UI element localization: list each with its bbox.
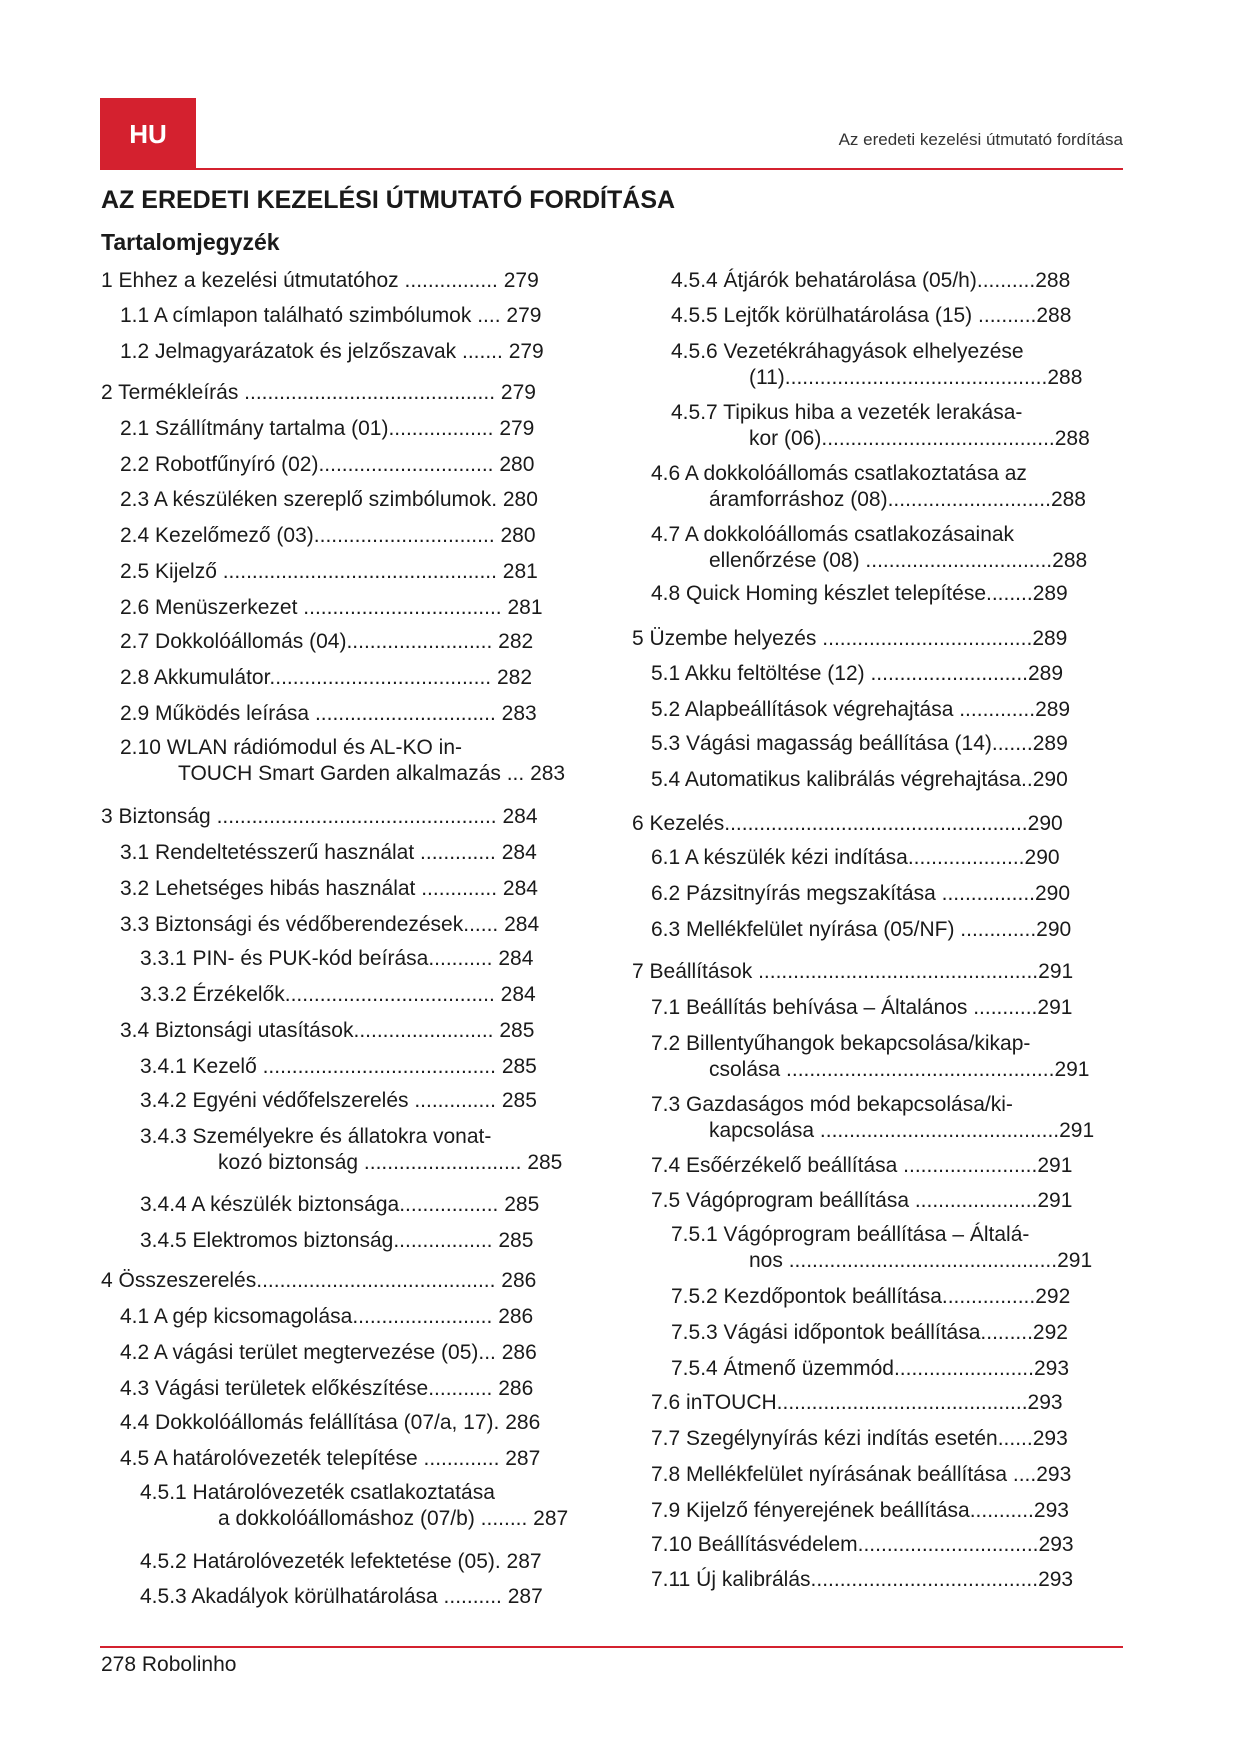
toc-entry[interactable]: 7.5.2 Kezdőpontok beállítása................292 xyxy=(671,1285,1071,1308)
toc-entry[interactable]: 4.5.3 Akadályok körülhatárolása .......... 287 xyxy=(140,1585,543,1608)
toc-entry[interactable]: 5.3 Vágási magasság beállítása (14).......289 xyxy=(651,732,1068,755)
toc-entry[interactable]: 4.5.1 Határolóvezeték csatlakoztatása a dokkolóállomáshoz (07/b) ........ 287 xyxy=(140,1481,569,1530)
toc-entry[interactable]: 7.7 Szegélynyírás kézi indítás esetén......293 xyxy=(651,1427,1068,1450)
toc-entry[interactable]: 3.4.4 A készülék biztonsága................. 285 xyxy=(140,1193,540,1216)
toc-entry[interactable]: 7.2 Billentyűhangok bekapcsolása/kikap- csolása ..............................................291 xyxy=(651,1032,1090,1081)
toc-entry[interactable]: 2.2 Robotfűnyíró (02).............................. 280 xyxy=(120,453,535,476)
toc-entry[interactable]: 5.1 Akku feltöltése (12) ...........................289 xyxy=(651,662,1064,685)
toc-entry[interactable]: 3.3.2 Érzékelők.................................... 284 xyxy=(140,983,536,1006)
toc-entry[interactable]: 4.5.4 Átjárók behatárolása (05/h)..........288 xyxy=(671,269,1071,292)
toc-entry[interactable]: 2.4 Kezelőmező (03)............................... 280 xyxy=(120,524,536,547)
toc-entry[interactable]: 3 Biztonság ................................................ 284 xyxy=(101,805,538,828)
toc-entry[interactable]: 7.5.4 Átmenő üzemmód........................293 xyxy=(671,1357,1070,1380)
page-footer: 278 Robolinho xyxy=(101,1653,237,1676)
toc-entry[interactable]: 7 Beállítások ................................................291 xyxy=(632,960,1074,983)
toc-entry[interactable]: 2.10 WLAN rádiómodul és AL-KO in- TOUCH Smart Garden alkalmazás ... 283 xyxy=(120,736,566,785)
toc-entry[interactable]: 2.7 Dokkolóállomás (04)......................... 282 xyxy=(120,630,534,653)
toc-entry[interactable]: 3.4.2 Egyéni védőfelszerelés .............. 285 xyxy=(140,1089,537,1112)
toc-entry[interactable]: 4.3 Vágási területek előkészítése........... 286 xyxy=(120,1377,534,1400)
toc-entry[interactable]: 7.3 Gazdaságos mód bekapcsolása/ki- kapcsolása .........................................291 xyxy=(651,1093,1095,1142)
toc-entry[interactable]: 4.8 Quick Homing készlet telepítése........289 xyxy=(651,582,1068,605)
toc-entry[interactable]: 3.3.1 PIN- és PUK-kód beírása........... 284 xyxy=(140,947,534,970)
toc-entry[interactable]: 4.7 A dokkolóállomás csatlakozásainak ellenőrzése (08) ................................288 xyxy=(651,523,1088,572)
toc-entry[interactable]: 6 Kezelés....................................................290 xyxy=(632,812,1063,835)
toc-entry[interactable]: 1 Ehhez a kezelési útmutatóhoz ................ 279 xyxy=(101,269,539,292)
toc-entry[interactable]: 2.1 Szállítmány tartalma (01).................. 279 xyxy=(120,417,535,440)
toc-entry[interactable]: 5.4 Automatikus kalibrálás végrehajtása..290 xyxy=(651,768,1068,791)
toc-entry[interactable]: 7.11 Új kalibrálás.......................................293 xyxy=(651,1568,1074,1591)
toc-entry[interactable]: 1.2 Jelmagyarázatok és jelzőszavak ....... 279 xyxy=(120,340,544,363)
toc-entry[interactable]: 3.4.1 Kezelő ........................................ 285 xyxy=(140,1055,537,1078)
toc-entry[interactable]: 2 Termékleírás ........................................... 279 xyxy=(101,381,536,404)
toc-entry[interactable]: 3.4.5 Elektromos biztonság................. 285 xyxy=(140,1229,534,1252)
footer-divider xyxy=(100,1646,1123,1648)
header-divider xyxy=(100,168,1123,170)
toc-entry[interactable]: 3.2 Lehetséges hibás használat ............. 284 xyxy=(120,877,538,900)
toc-entry[interactable]: 7.5.3 Vágási időpontok beállítása.........292 xyxy=(671,1321,1068,1344)
toc-entry[interactable]: 6.2 Pázsitnyírás megszakítása ................290 xyxy=(651,882,1071,905)
toc-entry[interactable]: 2.6 Menüszerkezet .................................. 281 xyxy=(120,596,543,619)
toc-entry[interactable]: 7.6 inTOUCH...........................................293 xyxy=(651,1391,1063,1414)
toc-entry[interactable]: 2.5 Kijelző ............................................... 281 xyxy=(120,560,538,583)
toc-entry[interactable]: 7.4 Esőérzékelő beállítása .......................291 xyxy=(651,1154,1073,1177)
toc-entry[interactable]: 4 Összeszerelés......................................... 286 xyxy=(101,1269,537,1292)
toc-entry[interactable]: 6.3 Mellékfelület nyírása (05/NF) .............290 xyxy=(651,918,1072,941)
language-badge: HU xyxy=(100,98,196,170)
toc-entry[interactable]: 7.10 Beállításvédelem...............................293 xyxy=(651,1533,1074,1556)
toc-entry[interactable]: 4.5.6 Vezetékráhagyások elhelyezése (11).............................................288 xyxy=(671,340,1083,389)
toc-entry[interactable]: 3.1 Rendeltetésszerű használat ............. 284 xyxy=(120,841,537,864)
toc-entry[interactable]: 4.5 A határolóvezeték telepítése ............. 287 xyxy=(120,1447,541,1470)
toc-entry[interactable]: 7.8 Mellékfelület nyírásának beállítása ....293 xyxy=(651,1463,1072,1486)
toc-entry[interactable]: 6.1 A készülék kézi indítása....................290 xyxy=(651,846,1060,869)
running-header: Az eredeti kezelési útmutató fordítása xyxy=(838,130,1123,149)
toc-entry[interactable]: 3.4 Biztonsági utasítások........................ 285 xyxy=(120,1019,535,1042)
toc-entry[interactable]: 7.1 Beállítás behívása – Általános ...........291 xyxy=(651,996,1073,1019)
toc-entry[interactable]: 4.2 A vágási terület megtervezése (05)... 286 xyxy=(120,1341,537,1364)
toc-entry[interactable]: 5.2 Alapbeállítások végrehajtása .............289 xyxy=(651,698,1071,721)
toc-entry[interactable]: 4.6 A dokkolóállomás csatlakoztatása az áramforráshoz (08)............................288 xyxy=(651,462,1086,511)
toc-entry[interactable]: 2.8 Akkumulátor...................................... 282 xyxy=(120,666,533,689)
toc-entry[interactable]: 3.4.3 Személyekre és állatokra vonat- kozó biztonság ........................... 285 xyxy=(140,1125,563,1174)
toc-entry[interactable]: 7.9 Kijelző fényerejének beállítása...........293 xyxy=(651,1499,1069,1522)
toc-heading: Tartalomjegyzék xyxy=(101,229,280,255)
toc-entry[interactable]: 5 Üzembe helyezés ....................................289 xyxy=(632,627,1068,650)
toc-entry[interactable]: 4.5.2 Határolóvezeték lefektetése (05). 287 xyxy=(140,1550,542,1573)
toc-entry[interactable]: 1.1 A címlapon található szimbólumok .... 279 xyxy=(120,304,542,327)
toc-entry[interactable]: 7.5 Vágóprogram beállítása .....................291 xyxy=(651,1189,1073,1212)
document-title: AZ EREDETI KEZELÉSI ÚTMUTATÓ FORDÍTÁSA xyxy=(101,186,676,214)
toc-entry[interactable]: 3.3 Biztonsági és védőberendezések...... 284 xyxy=(120,913,540,936)
toc-entry[interactable]: 4.1 A gép kicsomagolása........................ 286 xyxy=(120,1305,534,1328)
toc-entry[interactable]: 4.5.7 Tipikus hiba a vezeték lerakása- kor (06)........................................288 xyxy=(671,401,1090,450)
toc-entry[interactable]: 2.9 Működés leírása ............................... 283 xyxy=(120,702,537,725)
toc-entry[interactable]: 4.5.5 Lejtők körülhatárolása (15) ..........288 xyxy=(671,304,1072,327)
toc-entry[interactable]: 2.3 A készüléken szereplő szimbólumok. 280 xyxy=(120,488,538,511)
toc-entry[interactable]: 4.4 Dokkolóállomás felállítása (07/a, 17). 286 xyxy=(120,1411,541,1434)
toc-entry[interactable]: 7.5.1 Vágóprogram beállítása – Általá- nos ..............................................291 xyxy=(671,1223,1093,1272)
